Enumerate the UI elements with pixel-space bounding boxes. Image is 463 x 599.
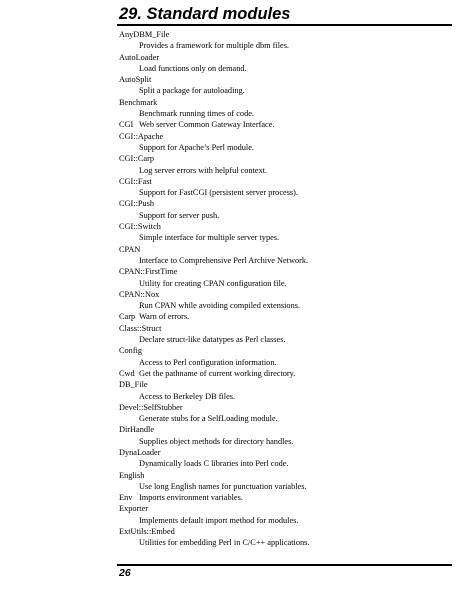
module-name: English [119,470,145,480]
module-entry [119,221,454,244]
module-name: CGI::Apache [119,131,164,141]
module-description: Run CPAN while avoiding compiled extensions. [139,301,301,311]
module-name: ExtUtils::Embed [119,527,175,537]
module-name: Carp [119,312,136,322]
module-entry [119,345,454,368]
module-name: AutoSplit [119,75,152,85]
header-rule [117,24,452,26]
module-name: DB_File [119,380,148,390]
module-description: Use long English names for punctuation variables. [139,481,307,491]
module-entry [119,153,454,176]
module-name: CGI [119,120,134,130]
module-description: Support for Apache’s Perl module. [139,142,254,152]
module-description: Declare struct-like datatypes as Perl classes. [139,335,286,345]
module-description: Support for FastCGI (persistent server process). [139,188,298,198]
module-description: Provides a framework for multiple dbm files. [139,41,290,51]
module-description: Get the pathname of current working directory. [139,368,296,378]
module-name: CGI::Carp [119,154,155,164]
module-name: CGI::Fast [119,176,152,186]
module-entry [119,244,454,267]
module-description: Utility for creating CPAN configuration file. [139,278,287,288]
module-name: Config [119,346,143,356]
module-description: Implements default import method for modules. [139,515,299,525]
module-description: Interface to Comprehensive Perl Archive Network. [139,255,309,265]
module-list [119,29,454,549]
module-entry [119,470,454,493]
module-entry [119,52,454,75]
module-entry [119,97,454,120]
module-entry [119,119,454,130]
module-name: Class::Struct [119,323,162,333]
module-name: Benchmark [119,97,158,107]
module-entry [119,424,454,447]
module-entry [119,402,454,425]
module-name: AutoLoader [119,52,160,62]
module-entry [119,503,454,526]
module-entry [119,198,454,221]
module-entry [119,323,454,346]
chapter-title: 29. Standard modules [119,5,291,23]
module-description: Imports environment variables. [139,493,243,503]
module-description: Utilities for embedding Perl in C/C++ applications. [139,538,310,548]
module-description: Benchmark running times of code. [139,109,254,119]
module-entry [119,131,454,154]
page-header [117,4,452,26]
module-entry [119,176,454,199]
module-description: Load functions only on demand. [139,63,247,73]
module-description: Simple interface for multiple server types. [139,233,280,243]
module-description: Warn of errors. [139,312,190,322]
module-name: Exporter [119,504,149,514]
module-description: Supplies object methods for directory handles. [139,436,294,446]
module-description: Dynamically loads C libraries into Perl code. [139,459,289,469]
module-entry [119,447,454,470]
module-description: Access to Berkeley DB files. [139,391,236,401]
module-entry [119,289,454,312]
module-description: Generate stubs for a SelfLoading module. [139,414,278,424]
module-description: Web server Common Gateway Interface. [139,120,275,130]
module-description: Access to Perl configuration information. [139,357,277,367]
module-name: CPAN [119,244,141,254]
module-name: AnyDBM_File [119,30,170,39]
module-description: Log server errors with helpful context. [139,165,268,175]
module-entry [119,266,454,289]
module-name: CGI::Switch [119,222,161,232]
module-description: Split a package for autoloading. [139,86,245,96]
module-description: Support for server push. [139,210,220,220]
module-entry [119,492,454,503]
module-entry [119,379,454,402]
module-name: Cwd [119,368,135,378]
module-entry [119,29,454,52]
module-name: CPAN::FirstTime [119,267,178,277]
module-name: CPAN::Nox [119,289,160,299]
module-entry [119,74,454,97]
module-name: Devel::SelfStubber [119,402,183,412]
page-footer [117,564,452,580]
module-name: DynaLoader [119,447,161,457]
module-entry [119,311,454,322]
page-number: 26 [119,567,131,579]
module-name: Env [119,493,133,503]
module-entry [119,368,454,379]
module-entry [119,526,454,549]
module-name: DirHandle [119,425,155,435]
module-name: CGI::Push [119,199,155,209]
